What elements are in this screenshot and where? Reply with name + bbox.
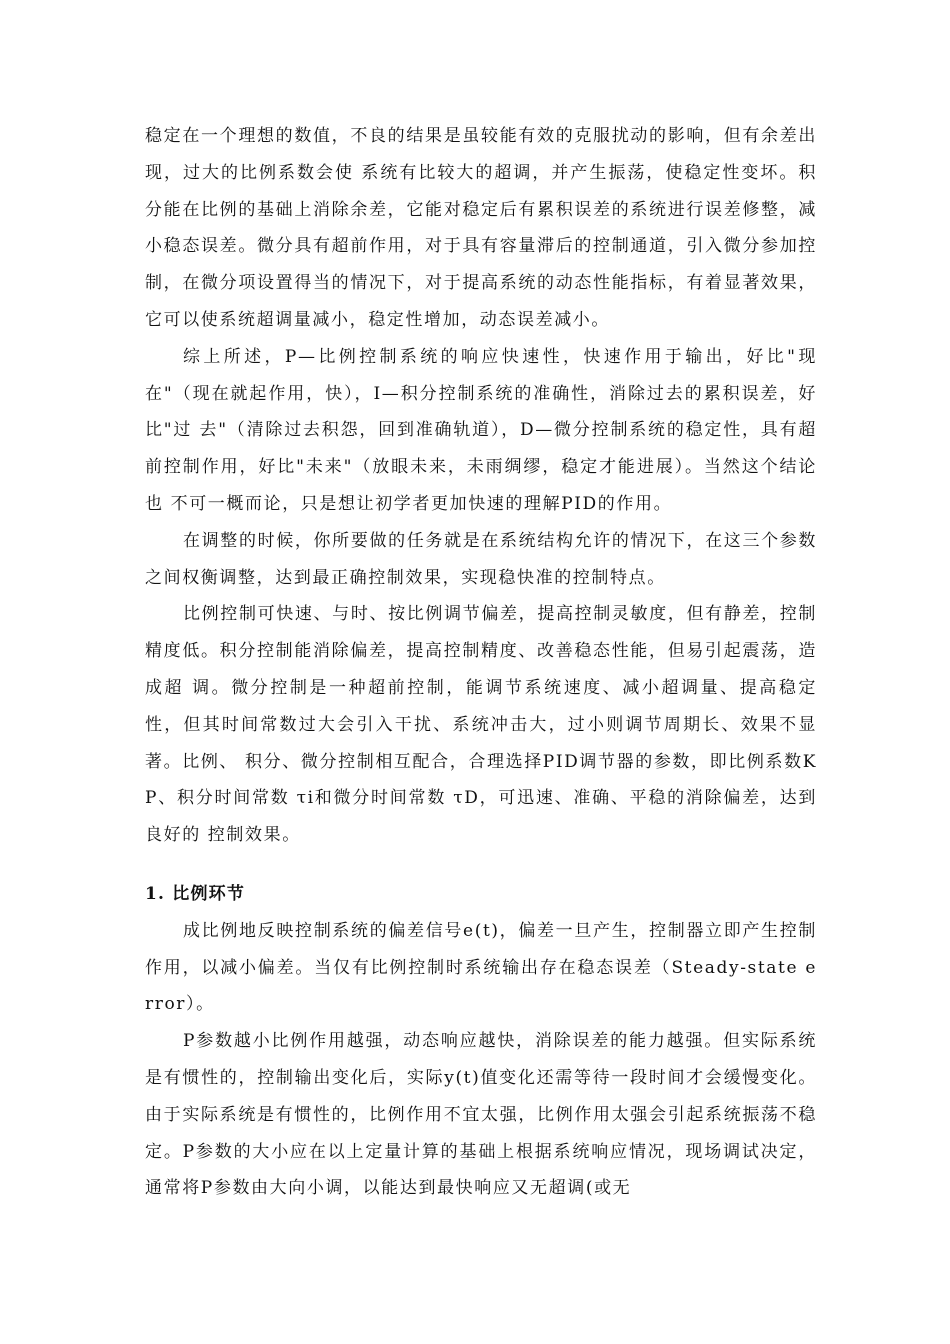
document-body [145, 118, 817, 1207]
paragraph-p-parameter: P参数越小比例作用越强，动态响应越快，消除误差的能力越强。但实际系统是有惯性的，控制输出变化后，实际y(t)值变化还需等待一段时间才会缓慢变化。 由于实际系统是有惯性的，比例作用不宜太强，比例作用太强会引起系统振荡不稳定。P参数的大小应在以上定量计算的基础上根据系统响应情况，现场调试决定， 通常将P参数由大向小调，以能达到最快响应又无超调(或无 [145, 1031, 817, 1199]
paragraph-proportional-intro: 成比例地反映控制系统的偏差信号e(t)，偏差一旦产生，控制器立即产生控制作用，以减小偏差。当仅有比例控制时系统输出存在稳态误差（Steady-state error）。 [145, 920, 817, 1015]
paragraph-tuning: 在调整的时候，你所要做的任务就是在系统结构允许的情况下，在这三个参数之间权衡调整，达到最正确控制效果，实现稳快准的控制特点。 [145, 530, 817, 588]
paragraph-pid-comparison: 比例控制可快速、与时、按比例调节偏差，提高控制灵敏度，但有静差，控制精度低。积分控制能消除偏差，提高控制精度、改善稳态性能，但易引起震荡，造成超 调。微分控制是一种超前控制，能调节系统速度、减小超调量、提高稳定性，但其时间常数过大会引入干扰、系统冲击大，过小则调节周期长、效果不显著。比例、 积分、微分控制相互配合，合理选择PID调节器的参数，即比例系数KP、积分时间常数 τi和微分时间常数 τD，可迅速、准确、平稳的消除偏差，达到良好的 控制效果。 [145, 604, 817, 846]
paragraph-summary: 综上所述，P—比例控制系统的响应快速性，快速作用于输出，好比"现在"（现在就起作用，快），I—积分控制系统的准确性，消除过去的累积误差，好比"过 去"（清除过去积怨，回到准确轨道），D—微分控制系统的稳定性，具有超前控制作用，好比"未来"（放眼未来，未雨绸缪，稳定才能进展）。当然这个结论也 不可一概而论，只是想让初学者更加快速的理解PID的作用。 [145, 346, 817, 514]
paragraph-continued: 稳定在一个理想的数值，不良的结果是虽较能有效的克服扰动的影响，但有余差出现，过大的比例系数会使 系统有比较大的超调，并产生振荡，使稳定性变坏。积分能在比例的基础上消除余差，它能对稳定后有累积误差的系统进行误差修整，减小稳态误差。微分具有超前作用，对于具有容量滞后的控制通道，引入微分参加控制，在微分项设置得当的情况下，对于提高系统的动态性能指标，有着显著效果，它可以使系统超调量减小，稳定性增加，动态误差减小。 [145, 126, 817, 330]
section-heading: 1. 比例环节 [145, 883, 246, 904]
